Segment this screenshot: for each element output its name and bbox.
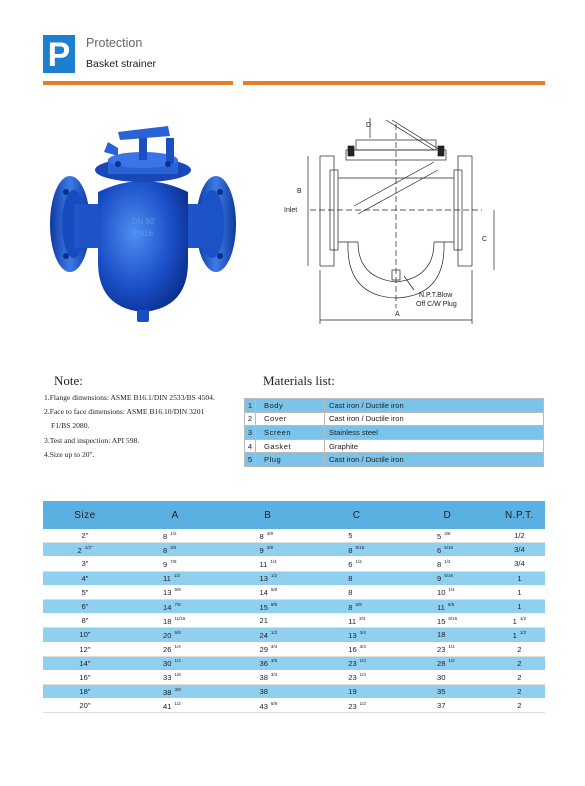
table-row — [43, 656, 545, 670]
part-number: 5 — [245, 453, 256, 467]
cell-fraction: 5/16 — [444, 544, 453, 550]
col-header: Size — [43, 501, 127, 529]
cell-value: 8 — [259, 531, 264, 541]
cell-fraction: 5/8 — [355, 601, 362, 607]
part-number: 2 — [245, 412, 256, 426]
cell-value: 11 — [163, 574, 171, 584]
col-header: A — [127, 501, 223, 529]
table-cell — [43, 585, 127, 599]
cell-value: 8 — [436, 559, 442, 569]
cell-value: 18" — [79, 687, 91, 697]
table-cell — [401, 599, 494, 613]
table-cell — [312, 685, 401, 699]
table-header-row — [43, 501, 545, 529]
cell-value: 38 — [259, 673, 268, 683]
note-item: F1/BS 2080. — [51, 421, 90, 431]
table-cell — [494, 628, 545, 642]
materials-title: Materials list: — [263, 373, 335, 388]
cell-value: 10 — [436, 588, 446, 598]
col-header: N.P.T. — [494, 501, 545, 529]
cell-value: 35 — [436, 687, 446, 697]
cell-value: 2 — [517, 644, 522, 654]
cell-value: 8" — [81, 616, 89, 626]
table-cell — [401, 685, 494, 699]
cell-value: 16" — [79, 672, 91, 682]
cell-value: 18 — [436, 630, 446, 640]
cell-fraction: 1/2 — [519, 615, 527, 621]
cell-fraction: 3/4 — [359, 615, 366, 621]
cell-value: 11 — [348, 616, 357, 626]
cell-value: 15 — [436, 616, 446, 626]
part-number: 3 — [245, 426, 256, 440]
cell-value: 13 — [348, 630, 357, 640]
cell-value: 14 — [259, 588, 268, 598]
table-cell — [401, 543, 494, 557]
table-cell — [401, 628, 494, 642]
dim-label-c: C — [482, 236, 488, 243]
cell-fraction: 1/2" — [84, 544, 93, 550]
cell-value: 26 — [163, 645, 172, 655]
cell-fraction: 1/4 — [359, 672, 366, 678]
cell-value: 29 — [259, 645, 268, 655]
cell-fraction: 1/4 — [174, 644, 181, 650]
cell-value: 33 — [163, 673, 172, 683]
cell-value: 8 — [348, 545, 353, 555]
cell-fraction: 1/2 — [173, 573, 181, 579]
note-item: 1.Flange dimensions: ASME B16.1/DIN 2533/BS 4504. — [44, 393, 215, 402]
table-cell — [223, 699, 312, 713]
cell-fraction: 5/16 — [355, 544, 365, 550]
cell-value: 21 — [259, 616, 268, 626]
cell-value: 11 — [259, 559, 268, 569]
cell-value: 5" — [81, 587, 89, 597]
table-row — [245, 453, 544, 467]
table-cell — [43, 642, 127, 656]
cell-value: 9 — [259, 545, 264, 555]
cell-value: 36 — [259, 659, 268, 669]
cell-fraction: 1/2 — [270, 573, 278, 579]
cell-value: 14 — [163, 602, 172, 612]
table-cell — [223, 685, 312, 699]
table-cell — [401, 529, 494, 543]
table-row — [245, 399, 544, 413]
cell-fraction: 3/4 — [359, 644, 366, 650]
table-cell — [43, 529, 127, 543]
cell-fraction: 1/4 — [174, 658, 181, 664]
cell-fraction: 5/8 — [447, 601, 455, 607]
cell-value: 2 — [517, 672, 522, 682]
cell-fraction: 3/8 — [444, 530, 451, 536]
cell-value: 30 — [436, 672, 446, 682]
svg-text:DN 80: DN 80 — [131, 217, 155, 226]
cell-value: 9 — [436, 574, 442, 584]
cell-value: 18 — [163, 616, 172, 626]
table-cell — [401, 557, 494, 571]
table-row — [43, 571, 545, 585]
col-header: D — [401, 501, 494, 529]
cell-value: 1 — [512, 630, 517, 640]
cell-value: 13 — [259, 574, 268, 584]
cell-value: 41 — [163, 701, 172, 711]
table-row — [43, 585, 545, 599]
notes-title: Note: — [54, 373, 83, 388]
cell-value: 1 — [517, 602, 522, 612]
cell-fraction: 1/2 — [519, 629, 527, 635]
part-material: Cast iron / Ductile iron — [325, 453, 544, 467]
npt-label-2: Off C/W Plug — [416, 301, 457, 308]
divider-left — [43, 81, 233, 85]
table-cell — [43, 571, 127, 585]
table-cell — [43, 656, 127, 670]
table-cell — [312, 585, 401, 599]
table-cell — [43, 628, 127, 642]
table-cell — [494, 699, 545, 713]
table-cell — [494, 685, 545, 699]
table-cell — [127, 571, 223, 585]
table-row — [245, 412, 544, 426]
table-cell — [494, 585, 545, 599]
cell-value: 8 — [348, 587, 353, 597]
table-cell — [401, 642, 494, 656]
inlet-label: Inlet — [284, 207, 298, 214]
cell-fraction: 1/2 — [270, 629, 278, 635]
table-cell — [223, 571, 312, 585]
part-number: 4 — [245, 439, 256, 453]
table-cell — [312, 529, 401, 543]
cell-fraction: 3/8 — [266, 530, 273, 536]
table-cell — [401, 571, 494, 585]
cell-fraction: 3/8 — [270, 658, 278, 664]
cell-fraction: 3/8 — [266, 544, 273, 550]
cell-fraction: 1/2 — [448, 658, 455, 664]
cell-value: 14" — [79, 658, 91, 668]
cell-value: 3/4 — [514, 559, 525, 569]
cell-value: 8 — [163, 531, 168, 541]
npt-label-1: N.P.T.Blow — [419, 292, 453, 299]
cell-value: 6 — [348, 559, 353, 569]
cell-fraction: 9/8 — [270, 601, 278, 607]
table-cell — [43, 670, 127, 684]
cell-value: 38 — [163, 687, 172, 697]
cell-value: 2 — [517, 701, 522, 711]
cell-value: 19 — [348, 687, 357, 697]
cell-fraction: 1/2 — [355, 558, 362, 564]
cell-fraction: 1/2 — [444, 558, 451, 564]
table-cell — [223, 543, 312, 557]
page-title: Protection — [86, 36, 143, 50]
table-cell — [127, 529, 223, 543]
table-cell — [401, 614, 494, 628]
part-material: Cast iron / Ductile iron — [325, 399, 544, 413]
table-cell — [223, 670, 312, 684]
table-cell — [223, 656, 312, 670]
cell-value: 2 — [517, 658, 522, 668]
part-name: Gasket — [256, 439, 325, 453]
part-material: Graphite — [325, 439, 544, 453]
cell-value: 28 — [436, 659, 446, 669]
cell-fraction: 1/4 — [448, 587, 455, 593]
cell-value: 2 — [517, 687, 522, 697]
cell-value: 23 — [436, 645, 446, 655]
cell-fraction: 11/16 — [174, 615, 186, 621]
table-cell — [223, 529, 312, 543]
cell-value: 8 — [163, 545, 168, 555]
table-cell — [494, 543, 545, 557]
cell-value: 13 — [163, 588, 172, 598]
table-cell — [494, 571, 545, 585]
cell-value: 38 — [259, 687, 268, 697]
cell-value: 3/4 — [514, 545, 525, 555]
part-number: 1 — [245, 399, 256, 413]
table-row — [43, 642, 545, 656]
cell-value: 1 — [517, 573, 522, 583]
cell-value: 6 — [436, 545, 442, 555]
col-header: C — [312, 501, 401, 529]
part-name: Body — [256, 399, 325, 413]
table-row — [43, 628, 545, 642]
table-cell — [312, 670, 401, 684]
part-name: Cover — [256, 412, 325, 426]
cell-fraction: 3/4 — [170, 544, 177, 550]
table-cell — [494, 614, 545, 628]
cell-value: 20" — [79, 701, 91, 711]
part-material: Stainless steel — [325, 426, 544, 440]
cell-fraction: 1/2 — [170, 530, 177, 536]
table-cell — [127, 670, 223, 684]
table-cell — [43, 599, 127, 613]
dim-label-a: A — [395, 311, 400, 318]
table-cell — [223, 642, 312, 656]
logo-p-icon — [43, 35, 75, 73]
basket-strainer-photo — [48, 112, 238, 334]
note-item: 2.Face to face dimensions: ASME B16.10/DIN 3201 — [44, 407, 205, 417]
technical-drawing — [258, 110, 508, 328]
cell-value: 8 — [348, 573, 353, 583]
table-cell — [401, 699, 494, 713]
table-row — [245, 439, 544, 453]
table-cell — [401, 670, 494, 684]
cell-fraction: 3/4 — [359, 629, 366, 635]
table-row — [43, 614, 545, 628]
table-cell — [312, 628, 401, 642]
cell-value: 6" — [81, 602, 89, 612]
table-cell — [43, 699, 127, 713]
cell-fraction: 3/4 — [270, 672, 278, 678]
cell-value: 15 — [259, 602, 268, 612]
table-cell — [43, 685, 127, 699]
table-cell — [312, 543, 401, 557]
table-cell — [127, 543, 223, 557]
table-cell — [312, 599, 401, 613]
table-cell — [312, 614, 401, 628]
cell-fraction: 3/8 — [174, 686, 181, 692]
cell-fraction: 5/16 — [444, 573, 453, 579]
table-row — [43, 699, 545, 713]
table-cell — [494, 656, 545, 670]
cell-value: 20 — [163, 630, 172, 640]
table-cell — [43, 614, 127, 628]
table-cell — [494, 670, 545, 684]
cell-fraction: 3/4 — [270, 644, 278, 650]
logo-letter: P — [47, 36, 71, 73]
table-cell — [494, 642, 545, 656]
cell-value: 1 — [517, 587, 522, 597]
cell-value: 3" — [81, 559, 89, 569]
cell-value: 37 — [436, 701, 446, 711]
cell-value: 10" — [79, 630, 91, 640]
table-cell — [312, 571, 401, 585]
table-cell — [312, 699, 401, 713]
table-cell — [312, 656, 401, 670]
dimensions-table — [43, 501, 545, 713]
table-cell — [127, 585, 223, 599]
table-cell — [43, 557, 127, 571]
part-name: Screen — [256, 426, 325, 440]
part-name: Plug — [256, 453, 325, 467]
cell-fraction: 1/4 — [448, 644, 455, 650]
cell-fraction: 1/2 — [174, 700, 181, 706]
table-row — [43, 599, 545, 613]
notes-list — [44, 391, 244, 462]
materials-table — [244, 398, 544, 467]
cell-fraction: 5/8 — [174, 629, 181, 635]
table-cell — [223, 614, 312, 628]
table-cell — [43, 543, 127, 557]
table-cell — [494, 557, 545, 571]
table-cell — [401, 585, 494, 599]
cell-value: 24 — [259, 630, 268, 640]
cell-value: 11 — [436, 602, 445, 612]
cell-fraction: 5/8 — [174, 587, 181, 593]
cell-value: 23 — [348, 659, 357, 669]
table-row — [43, 685, 545, 699]
table-cell — [401, 656, 494, 670]
cell-value: 16 — [348, 645, 357, 655]
table-cell — [494, 529, 545, 543]
part-material: Cast iron / Ductile iron — [325, 412, 544, 426]
table-cell — [127, 656, 223, 670]
col-header: B — [223, 501, 312, 529]
table-cell — [127, 557, 223, 571]
note-item: 4.Size up to 20". — [44, 449, 95, 459]
table-cell — [223, 599, 312, 613]
cell-value: 30 — [163, 659, 172, 669]
table-cell — [127, 599, 223, 613]
cell-value: 5 — [348, 531, 353, 541]
cell-fraction: 5/8 — [270, 700, 278, 706]
table-row — [43, 557, 545, 571]
table-cell — [312, 642, 401, 656]
divider-right — [243, 81, 545, 85]
svg-text:PN16: PN16 — [132, 229, 154, 238]
cell-fraction: 1/8 — [174, 672, 181, 678]
table-row — [43, 543, 545, 557]
table-row — [43, 529, 545, 543]
table-cell — [127, 699, 223, 713]
page-subtitle: Basket strainer — [86, 58, 157, 70]
cell-value: 23 — [348, 701, 357, 711]
cell-value: 1 — [512, 616, 517, 626]
note-item: 3.Test and inspection: API 598. — [44, 435, 140, 445]
table-row — [245, 426, 544, 440]
cell-value: 9 — [163, 559, 168, 569]
cell-fraction: 5/8 — [270, 587, 278, 593]
cell-fraction: 1/2 — [359, 700, 366, 706]
cell-value: 4" — [81, 573, 89, 583]
cell-value: 43 — [259, 701, 268, 711]
cell-fraction: 1/4 — [359, 658, 366, 664]
cell-value: 2 — [77, 545, 82, 555]
table-cell — [127, 628, 223, 642]
cell-fraction: 5/16 — [448, 615, 458, 621]
table-cell — [127, 614, 223, 628]
cell-fraction: 7/8 — [174, 601, 181, 607]
table-row — [43, 670, 545, 684]
cell-value: 1/2 — [514, 531, 525, 541]
dim-label-d: D — [366, 122, 372, 129]
cell-fraction: 7/8 — [170, 558, 177, 564]
table-cell — [223, 557, 312, 571]
table-cell — [494, 599, 545, 613]
cell-value: 5 — [436, 531, 442, 541]
table-cell — [312, 557, 401, 571]
table-cell — [223, 585, 312, 599]
cell-fraction: 1/4 — [270, 558, 277, 564]
cell-value: 12" — [79, 644, 91, 654]
dim-label-b: B — [297, 188, 302, 195]
table-cell — [127, 685, 223, 699]
table-cell — [127, 642, 223, 656]
table-cell — [223, 628, 312, 642]
cell-value: 23 — [348, 673, 357, 683]
cell-value: 2" — [81, 531, 89, 541]
cell-value: 8 — [348, 602, 353, 612]
